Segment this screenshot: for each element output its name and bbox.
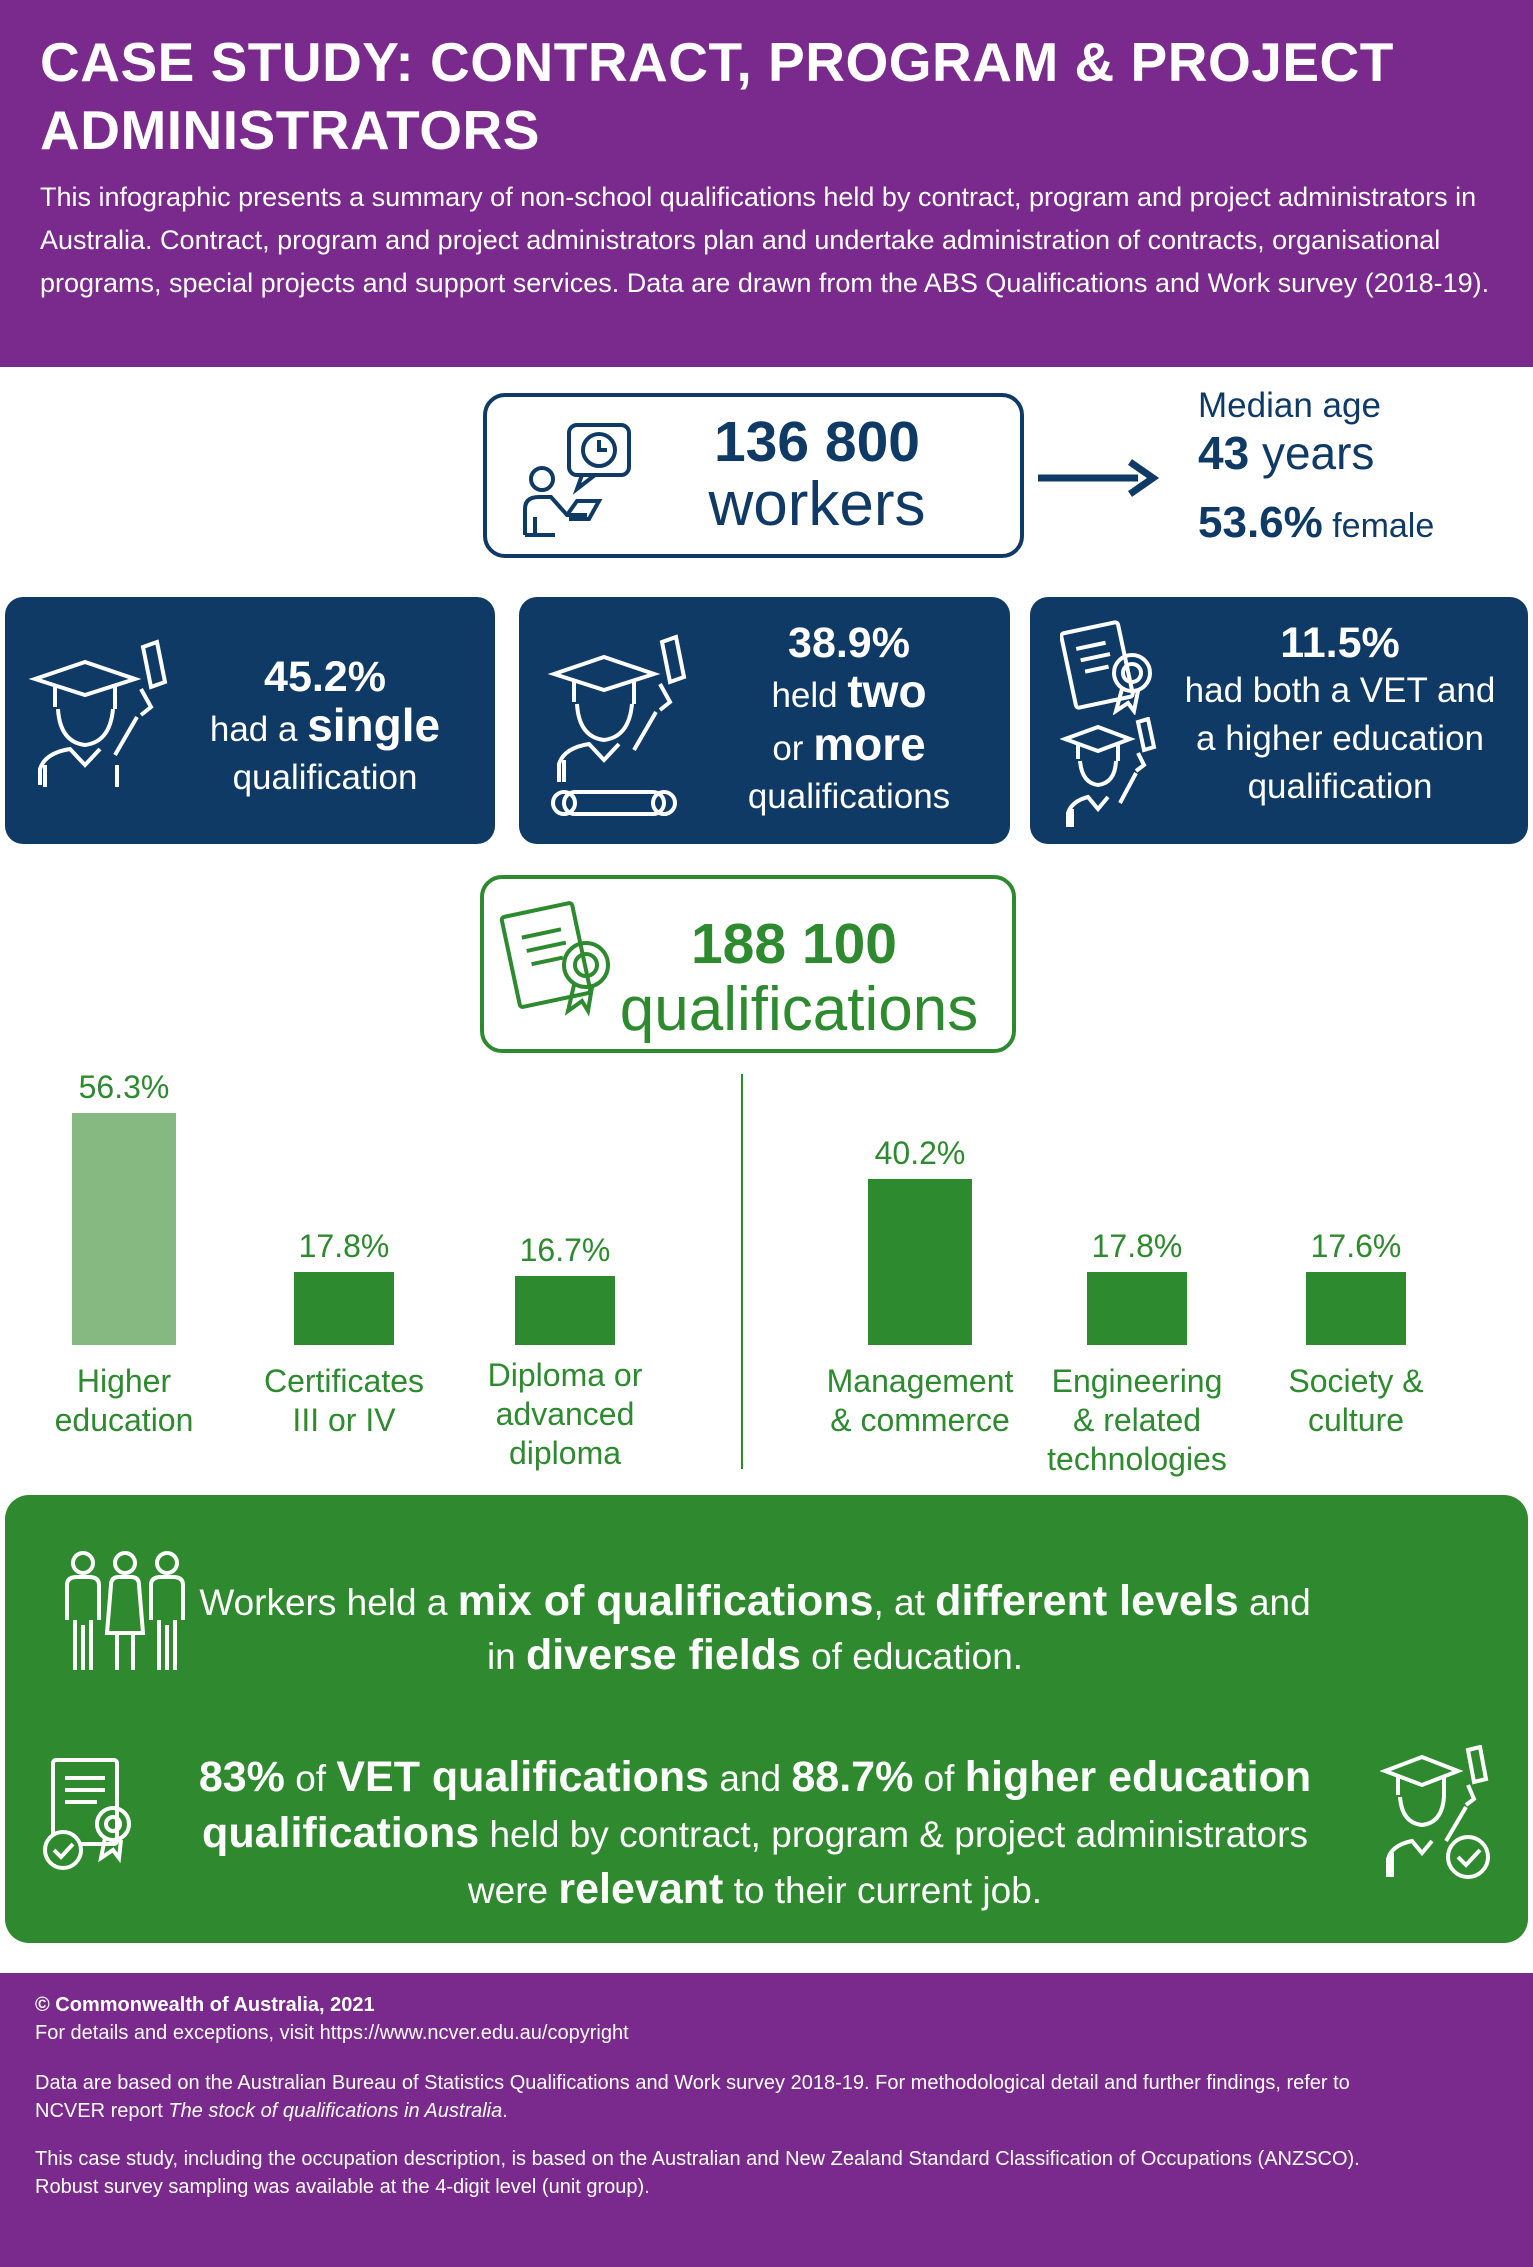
median-age-value: 43 years [1198,427,1375,479]
chart-divider [741,1074,743,1469]
arrow-right-icon [1038,456,1163,500]
bar [72,1113,176,1345]
relevance-statement: 83% of VET qualifications and 88.7% of higher education qualifications held by contract, program & project administrators were relevant to their current job. [198,1753,1312,1913]
stat-card-both [1030,597,1528,844]
female-share: 53.6% female [1198,498,1435,547]
intro-text: This infographic presents a summary of non-school qualifications held by contract, program and project administrators in Australia. Contract, program and project administrators plan and undertake administration of contracts, organisational programs, special projects and support services. Data are drawn from the ABS Qualifications and Work survey (2018-19). [40,182,1490,298]
graduate-scroll-icon [544,632,704,832]
graduate-check-icon [1380,1745,1505,1885]
graduate-icon [1060,717,1170,832]
sampling-note: Robust survey sampling was available at the 4-digit level (unit group). [35,2176,650,2198]
stat-card-multiple [519,597,1010,844]
bar-category-label: Certificates III or IV [263,1363,425,1438]
anzsco-note: This case study, including the occupation description, is based on the Australian and New Zealand Standard Classification of Occupations (ANZSCO). [35,2148,1360,2170]
bar-category-label: Society & culture [1288,1363,1424,1438]
single-text: 45.2% had a single qualification [209,653,441,797]
graduate-icon [25,637,185,807]
data-source-line: Data are based on the Australian Bureau of Statistics Qualifications and Work survey 2018-19. For methodological detail and further findings, refer to [35,2072,1350,2094]
multiple-text: 38.9% held two or more qualifications [747,619,951,816]
bar [868,1179,972,1345]
bar-category-label: Diploma or advanced diploma [487,1357,643,1471]
bar-value-label: 56.3% [78,1069,170,1105]
mix-statement: Workers held a mix of qualifications, at different levels and in diverse fields of education. [199,1577,1311,1679]
bar-category-label: Management & commerce [826,1363,1014,1438]
header-banner [0,0,1533,367]
bar-value-label: 17.8% [298,1227,390,1264]
bar-value-label: 16.7% [519,1232,611,1269]
bar-value-label: 40.2% [874,1135,966,1172]
workers-label: workers [708,470,926,539]
median-age-label: Median age [1198,386,1381,425]
both-text: 11.5% had both a VET and a higher education qualification [1184,619,1496,806]
qualifications-box [480,875,1016,1053]
certificate-icon [1060,615,1170,715]
bar-value-label: 17.8% [1091,1227,1183,1264]
page-title: CASE STUDY: CONTRACT, PROGRAM & PROJECT ADMINISTRATORS [40,31,1394,161]
bar-category-label: Engineering & related technologies [1047,1363,1227,1477]
bar [294,1272,394,1345]
certificate-check-icon [35,1750,150,1875]
report-reference: NCVER report The stock of qualifications in Australia. [35,2100,508,2122]
bar [1306,1272,1406,1345]
workers-count: 136 800 [713,410,921,474]
bar-value-label: 17.6% [1310,1228,1402,1265]
bar [1087,1272,1187,1345]
copyright-details: For details and exceptions, visit https://www.ncver.edu.au/copyright [35,2022,629,2044]
workers-box [483,393,1024,558]
footer [0,1973,1533,2267]
stat-card-single [5,597,495,844]
qualifications-count: 188 100 [690,912,898,976]
findings-panel [5,1495,1528,1943]
copyright: © Commonwealth of Australia, 2021 [35,1994,375,2016]
bar-category-label: Higher education [54,1363,194,1438]
qualifications-label: qualifications [619,975,979,1044]
bar [515,1276,615,1345]
